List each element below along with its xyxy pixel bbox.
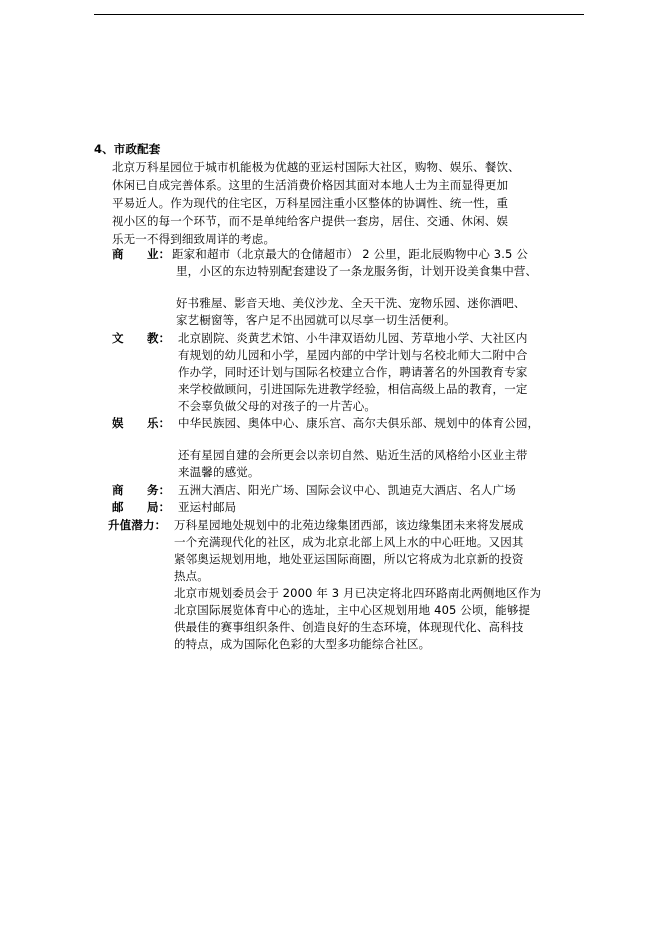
potential-line: 万科星园地处规划中的北苑边缘集团西部，该边缘集团未来将发展成 <box>174 518 524 532</box>
commerce-label: 商 业： <box>112 247 171 261</box>
education-line: 作办学，同时还计划与国际名校建立合作，聘请著名的外国教育专家 <box>178 365 528 379</box>
commerce-line: 好书雅屋、影音天地、美仪沙龙、全天干洗、宠物乐园、迷你酒吧、 <box>176 296 526 310</box>
commerce-line: 里，小区的东边特别配套建设了一条龙服务街，计划开设美食集中营、 <box>176 264 538 278</box>
intro-line: 平易近人。作为现代的住宅区，万科星园注重小区整体的协调性、统一性，重 <box>112 196 509 210</box>
potential-line: 的特点，成为国际化色彩的大型多功能综合社区。 <box>174 637 431 651</box>
potential-line: 一个充满现代化的社区，成为北京北部上风上水的中心旺地。又因其 <box>174 535 524 549</box>
section-heading: 4、市政配套 <box>94 142 161 156</box>
potential-line: 北京市规划委员会于 2000 年 3 月已决定将北四环路南北两侧地区作为 <box>174 586 542 600</box>
entertainment-line: 来温馨的感觉。 <box>178 465 260 479</box>
potential-line: 紧邻奥运规划用地，地处亚运国际商圈，所以它将成为北京新的投资 <box>174 552 524 566</box>
header-rule <box>94 14 584 15</box>
potential-label: 升值潜力： <box>108 518 167 532</box>
education-line: 来学校做顾问，引进国际先进教学经验，相信高级上品的教育，一定 <box>178 382 528 396</box>
business-line: 五洲大酒店、阳光广场、国际会议中心、凯迪克大酒店、名人广场 <box>178 483 516 497</box>
potential-line: 北京国际展览体育中心的选址，主中心区规划用地 405 公顷，能够提 <box>174 603 531 617</box>
education-line: 不会辜负做父母的对孩子的一片苦心。 <box>178 399 377 413</box>
intro-line: 北京万科星园位于城市机能极为优越的亚运村国际大社区，购物、娱乐、餐饮、 <box>112 160 520 174</box>
potential-line: 供最佳的赛事组织条件、创造良好的生态环境，体现现代化、高科技 <box>174 620 524 634</box>
entertainment-line: 中华民族园、奥体中心、康乐宫、高尔夫俱乐部、规划中的体育公园， <box>178 416 540 430</box>
post-line: 亚运村邮局 <box>178 500 237 514</box>
business-label: 商 务： <box>112 483 171 497</box>
post-label: 邮 局： <box>112 500 171 514</box>
commerce-line: 距家和超市（北京最大的仓储超市） 2 公里，距北辰购物中心 3.5 公 <box>172 247 528 261</box>
intro-line: 视小区的每一个环节，而不是单纯给客户提供一套房，居住、交通、休闲、娱 <box>112 214 509 228</box>
entertainment-label: 娱 乐： <box>112 416 171 430</box>
intro-line: 休闲已自成完善体系。这里的生活消费价格因其面对本地人士为主而显得更加 <box>112 178 509 192</box>
entertainment-line: 还有星园自建的会所更会以亲切自然、贴近生活的风格给小区业主带 <box>178 448 528 462</box>
potential-line: 热点。 <box>174 569 209 583</box>
intro-line: 乐无一不得到细致周详的考虑。 <box>112 232 276 246</box>
education-line: 有规划的幼儿园和小学，星园内部的中学计划与名校北师大二附中合 <box>178 348 528 362</box>
commerce-line: 家艺橱窗等，客户足不出园就可以尽享一切生活便利。 <box>176 313 456 327</box>
education-line: 北京剧院、炎黄艺术馆、小牛津双语幼儿园、芳草地小学、大社区内 <box>178 331 528 345</box>
education-label: 文 教： <box>112 331 171 345</box>
